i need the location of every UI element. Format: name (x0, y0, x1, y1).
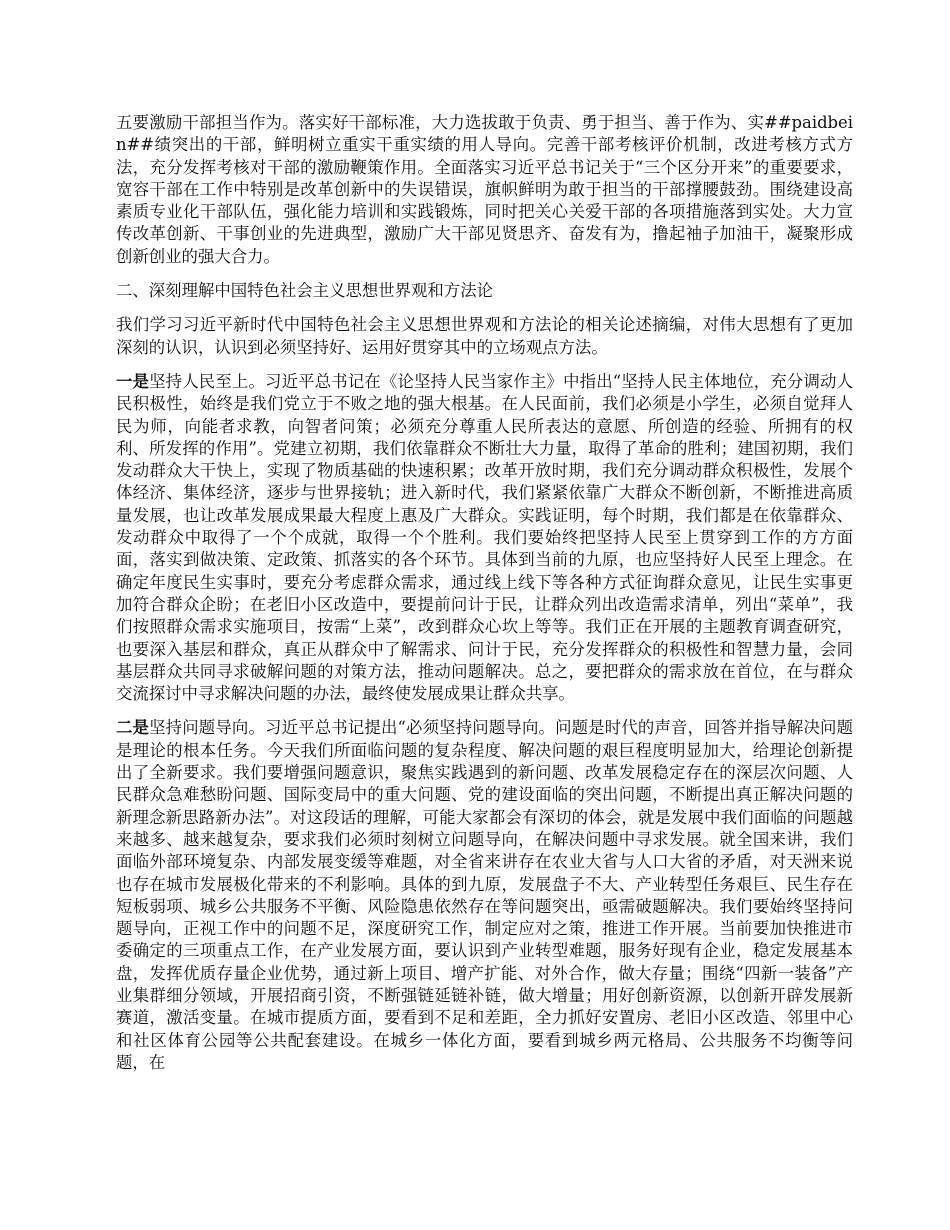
point-body-text: 坚持人民至上。习近平总书记在《论坚持人民当家作主》中指出“坚持人民主体地位，充分调动人民积极性，始终是我们党立于不败之地的强大根基。在人民面前，我们必须是小学生，必须自觉拜人民为师，向能者求教，向智者问策；必须充分尊重人民所表达的意愿、所创造的经验、所拥有的权利、所发挥的作用”。党建立初期，我们依靠群众不断壮大力量，取得了革命的胜利；建国初期，我们发动群众大干快上，实现了物质基础的快速积累；改革开放时期，我们充分调动群众积极性，发展个体经济、集体经济，逐步与世界接轨；进入新时代，我们紧紧依靠广大群众不断创新，不断推进高质量发展，也让改革发展成果最大程度上惠及广大群众。实践证明，每个时期，我们都是在依靠群众、发动群众中取得了一个个成就，取得一个个胜利。我们要始终把坚持人民至上贯穿到工作的方方面面，落实到做决策、定政策、抓落实的各个环节。具体到当前的九原，也应坚持好人民至上理念。在确定年度民生实事时，要充分考虑群众需求，通过线上线下等各种方式征询群众意见，让民生实事更加符合群众企盼；在老旧小区改造中，要提前问计于民，让群众列出改造需求清单，列出“菜单”，我们按照群众需求实施项目，按需“上菜”，改到群众心坎上等等。我们正在开展的主题教育调查研究，也要深入基层和群众，真正从群众中了解需求、问计于民，充分发挥群众的积极性和智慧力量，会同基层群众共同寻求破解问题的对策方法，推动问题解决。总之，要把群众的需求放在首位，在与群众交流探讨中寻求解决问题的办法，最终使发展成果让群众共享。 (116, 371, 853, 704)
section-heading: 二、深刻理解中国特色社会主义思想世界观和方法论 (116, 281, 493, 301)
document-page (116, 112, 853, 1086)
paragraph-cadre-incentive (116, 112, 853, 268)
paragraph-point-people-first (116, 371, 853, 705)
point-body-text: 坚持问题导向。习近平总书记提出“必须坚持问题导向。问题是时代的声音，回答并指导解决问题是理论的根本任务。今天我们所面临问题的复杂程度、解决问题的艰巨程度明显加大，给理论创新提出了全新要求。我们要增强问题意识，聚焦实践遇到的新问题、改革发展稳定存在的深层次问题、人民群众急难愁盼问题、国际变局中的重大问题、党的建设面临的突出问题，不断提出真正解决问题的新理念新思路新办法”。对这段话的理解，可能大家都会有深切的体会，就是发展中我们面临的问题越来越多、越来越复杂，要求我们必须时刻树立问题导向，在解决问题中寻求发展。就全国来讲，我们面临外部环境复杂、内部发展变缓等难题，对全省来讲存在农业大省与人口大省的矛盾，对天洲来说也存在城市发展极化带来的不利影响。具体的到九原，发展盘子不大、产业转型任务艰巨、民生存在短板弱项、城乡公共服务不平衡、风险隐患依然存在等问题突出，亟需破题解决。我们要始终坚持问题导向，正视工作中的问题不足，深度研究工作，制定应对之策，推进工作开展。当前要加快推进市委确定的三项重点工作，在产业发展方面，要认识到产业转型难题，服务好现有企业，稳定发展基本盘，发挥优质存量企业优势，通过新上项目、增产扩能、对外合作，做大存量；围绕“四新一装备”产业集群细分领域，开展招商引资，不断强链延链补链，做大增量；用好创新资源，以创新开辟发展新赛道，激活变量。在城市提质方面，要看到不足和差距，全力抓好安置房、老旧小区改造、邻里中心和社区体育公园等公共配套建设。在城乡一体化方面，要看到城乡两元格局、公共服务不均衡等问题，在 (116, 718, 853, 1072)
point-lead-label: 二是 (116, 718, 150, 738)
paragraph-point-problem-orientation (116, 717, 853, 1074)
paragraph-intro: 我们学习习近平新时代中国特色社会主义思想世界观和方法论的相关论述摘编，对伟大思想有了更加深刻的认识，认识到必须坚持好、运用好贯穿其中的立场观点方法。 (116, 315, 853, 357)
paragraph-text: 五要激励干部担当作为。落实好干部标准，大力选拔敢于负责、勇于担当、善于作为、实##paidbein##绩突出的干部，鲜明树立重实干重实绩的用人导向。完善干部考核评价机制，改进考核方式方法，充分发挥考核对干部的激励鞭策作用。全面落实习近平总书记关于“三个区分开来”的重要要求，宽容干部在工作中特别是改革创新中的失误错误，旗帜鲜明为敢于担当的干部撑腰鼓劲。围绕建设高素质专业化干部队伍，强化能力培训和实践锻炼，同时把关心关爱干部的各项措施落到实处。大力宣传改革创新、干事创业的先进典型，激励广大干部见贤思齐、奋发有为，撸起袖子加油干，凝聚形成创新创业的强大合力。 (116, 113, 853, 266)
point-lead-label: 一是 (116, 371, 150, 391)
